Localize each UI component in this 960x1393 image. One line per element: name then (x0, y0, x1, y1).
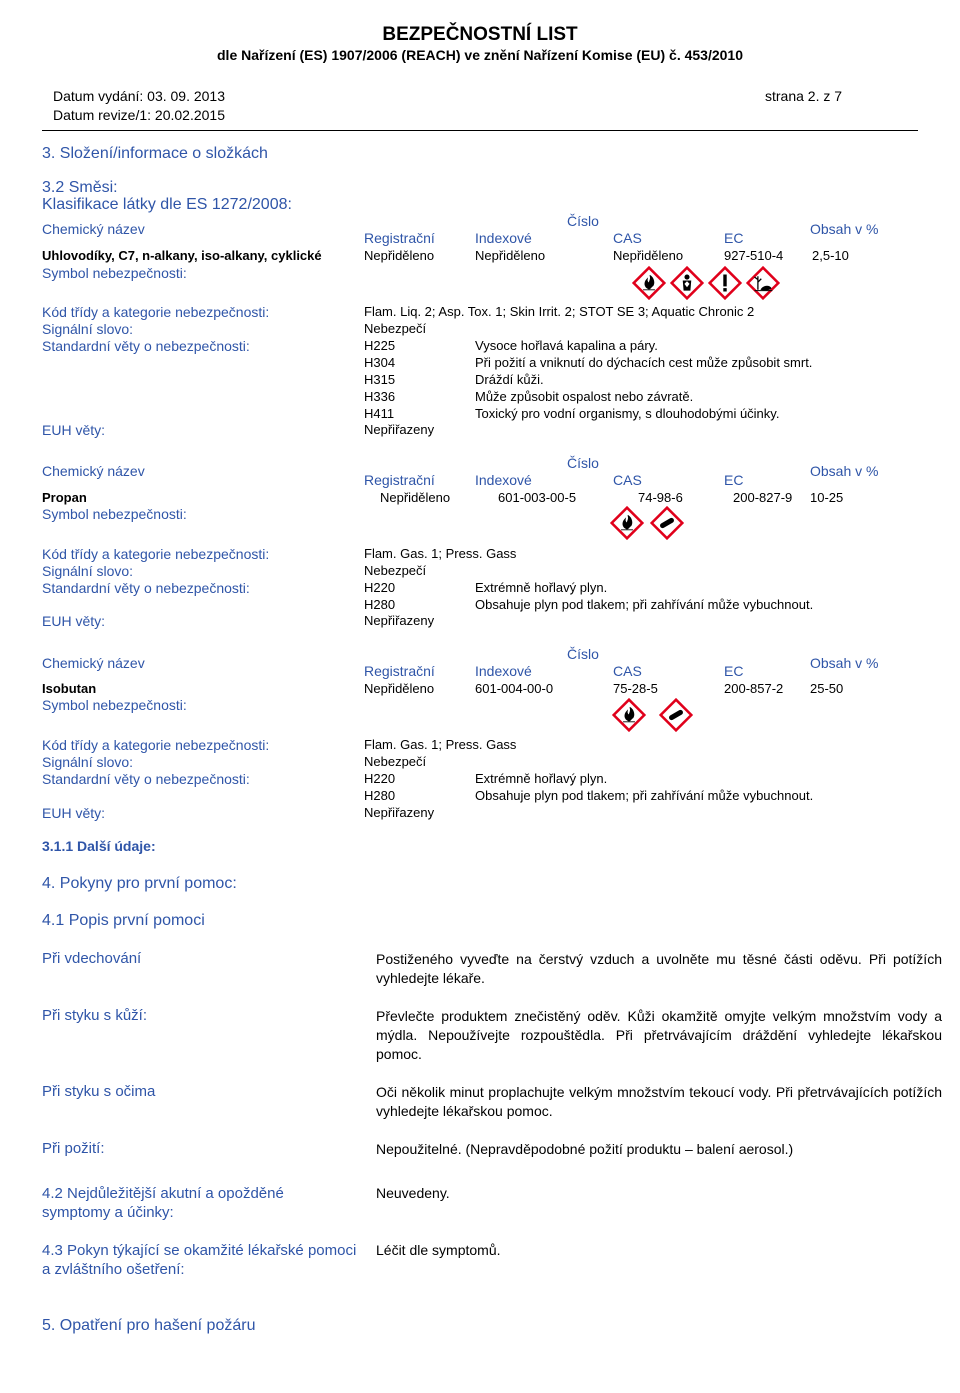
hazard-class-value: Flam. Gas. 1; Press. Gass (364, 737, 517, 752)
symbol-label: Symbol nebezpečnosti: (42, 697, 187, 713)
index-number: Nepřiděleno (475, 248, 546, 263)
signal-word-label: Signální slovo: (42, 321, 134, 337)
h-text: Obsahuje plyn pod tlakem; při zahřívání může vybuchnout. (475, 788, 814, 803)
index-number: 601-004-00-0 (475, 681, 554, 696)
ec-number: 200-827-9 (733, 490, 793, 505)
cas-number: 75-28-5 (613, 681, 658, 696)
signal-word-label: Signální slovo: (42, 754, 134, 770)
medical-attention-label: 4.3 Pokyn týkající se okamžité lékařské pomoci a zvláštního ošetření: (42, 1242, 357, 1278)
col-cislo: Číslo (567, 455, 599, 471)
col-registracni: Registrační (364, 472, 435, 488)
col-indexove: Indexové (475, 663, 532, 679)
col-cislo: Číslo (567, 213, 599, 229)
signal-word-value: Nebezpečí (364, 754, 427, 769)
hazard-class-value: Flam. Gas. 1; Press. Gass (364, 546, 517, 561)
col-indexove: Indexové (475, 230, 532, 246)
col-chem-name: Chemický název (42, 655, 145, 671)
h-statements-label: Standardní věty o nebezpečnosti: (42, 580, 250, 596)
content-percent: 25-50 (810, 681, 844, 696)
issue-date: Datum vydání: 03. 09. 2013 (53, 88, 225, 104)
h-text: Dráždí kůži. (475, 372, 544, 387)
section-5-title: 5. Opatření pro hašení požáru (42, 1317, 256, 1334)
gas-cylinder-icon (650, 506, 684, 540)
h-code: H411 (364, 406, 395, 421)
cas-number: Nepřiděleno (613, 248, 684, 263)
col-chem-name: Chemický název (42, 221, 145, 237)
first-aid-ingestion-label: Při požití: (42, 1140, 105, 1157)
symbol-label: Symbol nebezpečnosti: (42, 265, 187, 281)
symbol-label: Symbol nebezpečnosti: (42, 506, 187, 522)
col-cislo: Číslo (567, 646, 599, 662)
first-aid-ingestion-text: Nepoužitelné. (Nepravděpodobné požití produktu – balení aerosol.) (376, 1141, 794, 1157)
col-obsah: Obsah v % (810, 655, 879, 671)
hazard-class-label: Kód třídy a kategorie nebezpečnosti: (42, 546, 270, 562)
symptoms-label: 4.2 Nejdůležitější akutní a opožděné symptomy a účinky: (42, 1185, 284, 1221)
section-4-1-title: 4.1 Popis první pomoci (42, 912, 205, 929)
hazard-class-label: Kód třídy a kategorie nebezpečnosti: (42, 737, 270, 753)
h-statements-label: Standardní věty o nebezpečnosti: (42, 338, 250, 354)
first-aid-inhalation-label: Při vdechování (42, 950, 142, 967)
section-4-title: 4. Pokyny pro první pomoc: (42, 875, 237, 892)
h-code: H280 (364, 788, 396, 803)
signal-word-value: Nebezpečí (364, 563, 427, 578)
substance-name: Uhlovodíky, C7, n-alkany, iso-alkany, cyklické (42, 248, 322, 263)
substance-name: Propan (42, 490, 87, 505)
col-ec: EC (724, 230, 744, 246)
h-text: Obsahuje plyn pod tlakem; při zahřívání může vybuchnout. (475, 597, 814, 612)
hazard-class-label: Kód třídy a kategorie nebezpečnosti: (42, 304, 270, 320)
h-text: Extrémně hořlavý plyn. (475, 771, 608, 786)
document-subtitle: dle Nařízení (ES) 1907/2006 (REACH) ve znění Nařízení Komise (EU) č. 453/2010 (217, 47, 743, 63)
gas-cylinder-icon (659, 698, 693, 732)
h-text: Extrémně hořlavý plyn. (475, 580, 608, 595)
reg-number: Nepřiděleno (380, 490, 451, 505)
h-code: H336 (364, 389, 396, 404)
first-aid-skin-label: Při styku s kůží: (42, 1007, 148, 1024)
first-aid-inhalation-text: Postiženého vyveďte na čerstvý vzduch a uvolněte mu těsné části oděvu. Při potížích vyhledejte lékaře. (376, 951, 942, 986)
euh-label: EUH věty: (42, 422, 106, 438)
col-cas: CAS (613, 230, 642, 246)
reg-number: Nepřiděleno (364, 248, 435, 263)
hazard-class-value: Flam. Liq. 2; Asp. Tox. 1; Skin Irrit. 2; STOT SE 3; Aquatic Chronic 2 (364, 304, 755, 319)
h-code: H280 (364, 597, 396, 612)
first-aid-skin-text: Převlečte produktem znečistěný oděv. Kůži okamžitě omyjte velkým množstvím vody a mýdla. Nepoužívejte rozpouštědla. Při přetrvávajícím dráždění vyhledejte lékařskou pomoc. (376, 1008, 942, 1062)
col-cas: CAS (613, 663, 642, 679)
mixtures-heading: 3.2 Směsi: (42, 179, 118, 196)
index-number: 601-003-00-5 (498, 490, 577, 505)
further-info-heading: 3.1.1 Další údaje: (42, 838, 156, 854)
document-title: BEZPEČNOSTNÍ LIST (382, 24, 578, 45)
flame-icon (610, 506, 644, 540)
flame-icon (632, 266, 666, 300)
section-3-title: 3. Složení/informace o složkách (42, 145, 268, 162)
col-cas: CAS (613, 472, 642, 488)
h-code: H225 (364, 338, 396, 353)
reg-number: Nepřiděleno (364, 681, 435, 696)
page-number: strana 2. z 7 (765, 88, 843, 104)
h-text: Může způsobit ospalost nebo závratě. (475, 389, 694, 404)
medical-attention-text: Léčit dle symptomů. (376, 1242, 501, 1258)
col-ec: EC (724, 472, 744, 488)
h-statements-label: Standardní věty o nebezpečnosti: (42, 771, 250, 787)
health-hazard-icon (670, 266, 704, 300)
first-aid-eyes-label: Při styku s očima (42, 1083, 156, 1100)
h-code: H220 (364, 771, 396, 786)
substance-name: Isobutan (42, 681, 97, 696)
euh-value: Nepřiřazeny (364, 805, 435, 820)
euh-label: EUH věty: (42, 613, 106, 629)
exclamation-icon (708, 266, 742, 300)
header-divider (42, 130, 918, 131)
euh-value: Nepřiřazeny (364, 613, 435, 628)
col-registracni: Registrační (364, 663, 435, 679)
revision-date: Datum revize/1: 20.02.2015 (53, 107, 225, 123)
content-percent: 10-25 (810, 490, 844, 505)
signal-word-label: Signální slovo: (42, 563, 134, 579)
h-text: Vysoce hořlavá kapalina a páry. (475, 338, 658, 353)
h-text: Při požití a vniknutí do dýchacích cest může způsobit smrt. (475, 355, 813, 370)
flame-icon (612, 698, 646, 732)
col-ec: EC (724, 663, 744, 679)
euh-label: EUH věty: (42, 805, 106, 821)
classification-heading: Klasifikace látky dle ES 1272/2008: (42, 196, 292, 213)
ec-number: 200-857-2 (724, 681, 784, 696)
ec-number: 927-510-4 (724, 248, 784, 263)
euh-value: Nepřiřazeny (364, 422, 435, 437)
col-obsah: Obsah v % (810, 463, 879, 479)
h-code: H220 (364, 580, 396, 595)
col-obsah: Obsah v % (810, 221, 879, 237)
cas-number: 74-98-6 (638, 490, 683, 505)
symptoms-text: Neuvedeny. (376, 1185, 450, 1201)
environment-icon (746, 266, 780, 300)
signal-word-value: Nebezpečí (364, 321, 427, 336)
h-code: H315 (364, 372, 396, 387)
col-indexove: Indexové (475, 472, 532, 488)
col-registracni: Registrační (364, 230, 435, 246)
content-percent: 2,5-10 (812, 248, 849, 263)
col-chem-name: Chemický název (42, 463, 145, 479)
first-aid-eyes-text: Oči několik minut proplachujte velkým množstvím tekoucí vody. Při přetrvávajících potížích vyhledejte lékařskou pomoc. (376, 1084, 942, 1119)
h-text: Toxický pro vodní organismy, s dlouhodobými účinky. (475, 406, 780, 421)
h-code: H304 (364, 355, 396, 370)
